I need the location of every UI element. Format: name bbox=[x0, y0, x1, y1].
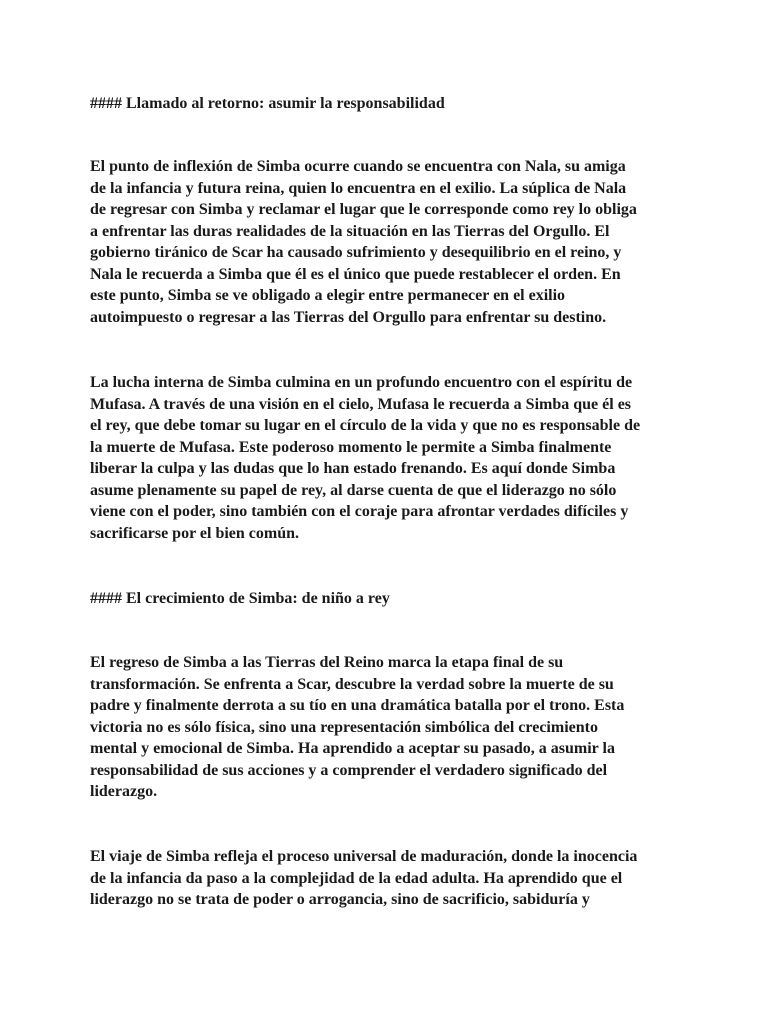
paragraph-line: liberar la culpa y las dudas que lo han estado frenando. Es aquí donde Simba bbox=[90, 460, 616, 477]
paragraph-line: transformación. Se enfrenta a Scar, descubre la verdad sobre la muerte de su bbox=[90, 675, 614, 693]
paragraph-line: victoria no es sólo física, sino una representación simbólica del crecimiento bbox=[90, 718, 598, 736]
paragraph-line: El punto de inflexión de Simba ocurre cuando se encuentra con Nala, su amiga bbox=[90, 158, 626, 175]
paragraph bbox=[90, 156, 680, 328]
paragraph-line: El viaje de Simba refleja el proceso universal de maduración, donde la inocencia bbox=[90, 848, 638, 865]
heading-text: #### Llamado al retorno: asumir la responsabilidad bbox=[90, 95, 445, 112]
paragraph-line: responsabilidad de sus acciones y a comprender el verdadero significado del bbox=[90, 761, 608, 779]
section-heading bbox=[90, 588, 680, 610]
paragraph-line: de regresar con Simba y reclamar el lugar que le corresponde como rey lo obliga bbox=[90, 201, 637, 218]
paragraph-line: la muerte de Mufasa. Este poderoso momento le permite a Simba finalmente bbox=[90, 438, 612, 456]
paragraph-line: este punto, Simba se ve obligado a elegir entre permanecer en el exilio bbox=[90, 287, 566, 304]
paragraph-line: de la infancia da paso a la complejidad de la edad adulta. Ha aprendido que el bbox=[90, 869, 623, 887]
paragraph-line: sacrificarse por el bien común. bbox=[90, 524, 300, 542]
paragraph-line: mental y emocional de Simba. Ha aprendido a aceptar su pasado, a asumir la bbox=[90, 740, 615, 757]
paragraph-line: padre y finalmente derrota a su tío en una dramática batalla por el trono. Esta bbox=[90, 697, 625, 714]
paragraph-line: Mufasa. A través de una visión en el cielo, Mufasa le recuerda a Simba que él es bbox=[90, 395, 632, 413]
section-heading bbox=[90, 93, 680, 115]
paragraph-line: viene con el poder, sino también con el coraje para afrontar verdades difíciles y bbox=[90, 503, 629, 520]
paragraph-line: La lucha interna de Simba culmina en un profundo encuentro con el espíritu de bbox=[90, 374, 633, 391]
paragraph bbox=[90, 372, 680, 544]
paragraph-line: Nala le recuerda a Simba que él es el único que puede restablecer el orden. En bbox=[90, 265, 621, 283]
paragraph-line: liderazgo. bbox=[90, 783, 158, 800]
paragraph-line: el rey, que debe tomar su lugar en el círculo de la vida y que no es responsable de bbox=[90, 417, 641, 434]
paragraph bbox=[90, 846, 680, 911]
paragraph-line: de la infancia y futura reina, quien lo encuentra en el exilio. La súplica de Nala bbox=[90, 179, 627, 197]
paragraph bbox=[90, 652, 680, 803]
paragraph-line: asume plenamente su papel de rey, al darse cuenta de que el liderazgo no sólo bbox=[90, 481, 617, 499]
paragraph-line: gobierno tiránico de Scar ha causado sufrimiento y desequilibrio en el reino, y bbox=[90, 244, 622, 261]
paragraph-line: El regreso de Simba a las Tierras del Reino marca la etapa final de su bbox=[90, 654, 564, 671]
heading-text: #### El crecimiento de Simba: de niño a rey bbox=[90, 590, 390, 607]
paragraph-line: autoimpuesto o regresar a las Tierras del Orgullo para enfrentar su destino. bbox=[90, 308, 607, 326]
paragraph-line: liderazgo no se trata de poder o arrogancia, sino de sacrificio, sabiduría y bbox=[90, 891, 590, 908]
paragraph-line: a enfrentar las duras realidades de la situación en las Tierras del Orgullo. El bbox=[90, 222, 610, 240]
